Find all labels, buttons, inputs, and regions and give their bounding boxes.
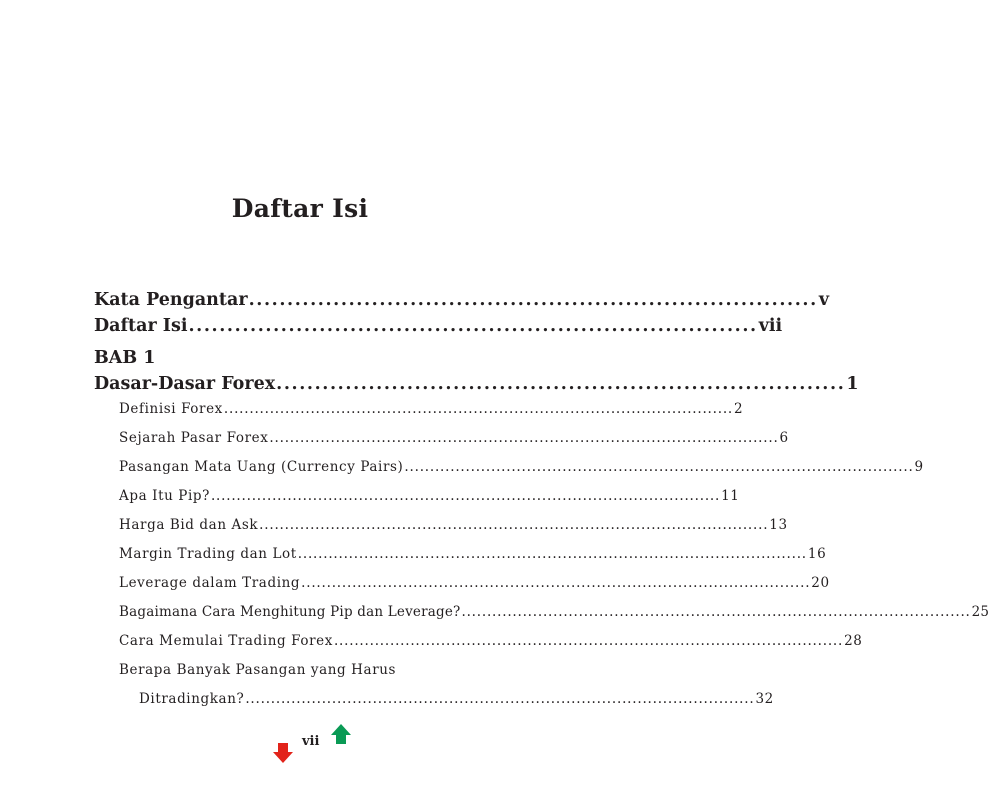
dot-leader: ....................................................................................................: [404, 459, 914, 475]
toc-entry-section[interactable]: [94, 517, 788, 533]
toc-entry-label: Daftar Isi: [94, 316, 188, 336]
toc-entry-label: Bagaimana Cara Menghitung Pip dan Leverage?: [119, 604, 461, 620]
toc-entry-page: 1: [846, 374, 859, 394]
toc-entry-page: 32: [755, 691, 774, 707]
toc-entry-page: 25: [971, 604, 989, 620]
toc-entry-section[interactable]: [94, 604, 989, 620]
arrow-up-icon[interactable]: [330, 723, 352, 745]
toc-entry-label: Sejarah Pasar Forex: [119, 430, 269, 446]
toc-entry-label: Ditradingkan?: [139, 691, 245, 707]
dot-leader: ....................................................................................................: [259, 517, 769, 533]
toc-entry-page: 13: [769, 517, 788, 533]
toc-entry-label: Definisi Forex: [119, 401, 223, 417]
dot-leader: ....................................................................................................: [297, 546, 807, 562]
dot-leader: ..........................................................................: [276, 374, 846, 394]
toc-entry-page: 9: [914, 459, 924, 475]
toc-entry-label: Pasangan Mata Uang (Currency Pairs): [119, 459, 404, 475]
toc-entry-section[interactable]: [94, 691, 774, 707]
toc-entry-kata-pengantar[interactable]: [94, 290, 829, 310]
toc-entry-page: 6: [779, 430, 789, 446]
toc-entry-label: Cara Memulai Trading Forex: [119, 633, 333, 649]
arrow-down-icon[interactable]: [272, 742, 294, 764]
toc-entry-page: vii: [758, 316, 783, 336]
toc-entry-label-line1: Berapa Banyak Pasangan yang Harus: [119, 662, 397, 678]
toc-entry-page: 20: [811, 575, 830, 591]
dot-leader: ....................................................................................................: [269, 430, 779, 446]
toc-entry-section[interactable]: [94, 633, 863, 649]
toc-entry-daftar-isi[interactable]: [94, 316, 783, 336]
toc-entry-label: Leverage dalam Trading: [119, 575, 301, 591]
dot-leader: ..........................................................................: [188, 316, 758, 336]
toc-entry-section[interactable]: [94, 488, 740, 504]
toc-entry-label: Apa Itu Pip?: [119, 488, 210, 504]
toc-entry-section[interactable]: [94, 459, 924, 475]
dot-leader: ..........................................................................: [248, 290, 818, 310]
page-number: vii: [302, 734, 320, 749]
toc-entry-section[interactable]: [94, 546, 827, 562]
dot-leader: ....................................................................................................: [333, 633, 844, 649]
page-title: Daftar Isi: [231, 194, 369, 223]
toc-entry-label: Harga Bid dan Ask: [119, 517, 259, 533]
toc-entry-chapter[interactable]: [94, 374, 859, 394]
toc-entry-page: 11: [721, 488, 740, 504]
dot-leader: ....................................................................................................: [461, 604, 971, 620]
toc-entry-label: Kata Pengantar: [94, 290, 248, 310]
toc-entry-page: v: [818, 290, 829, 310]
chapter-number: BAB 1: [94, 348, 156, 368]
toc-entry-page: 16: [807, 546, 827, 562]
dot-leader: ....................................................................................................: [223, 401, 734, 417]
toc-entry-label: Margin Trading dan Lot: [119, 546, 297, 562]
toc-entry-section[interactable]: [94, 430, 789, 446]
toc-entry-page: 28: [844, 633, 863, 649]
toc-entry-section[interactable]: [94, 575, 830, 591]
dot-leader: ....................................................................................................: [301, 575, 811, 591]
dot-leader: ....................................................................................................: [210, 488, 721, 504]
toc-entry-section[interactable]: [94, 401, 744, 417]
toc-entry-label: Dasar-Dasar Forex: [94, 374, 276, 394]
toc-entry-page: 2: [734, 401, 744, 417]
dot-leader: ....................................................................................................: [245, 691, 755, 707]
